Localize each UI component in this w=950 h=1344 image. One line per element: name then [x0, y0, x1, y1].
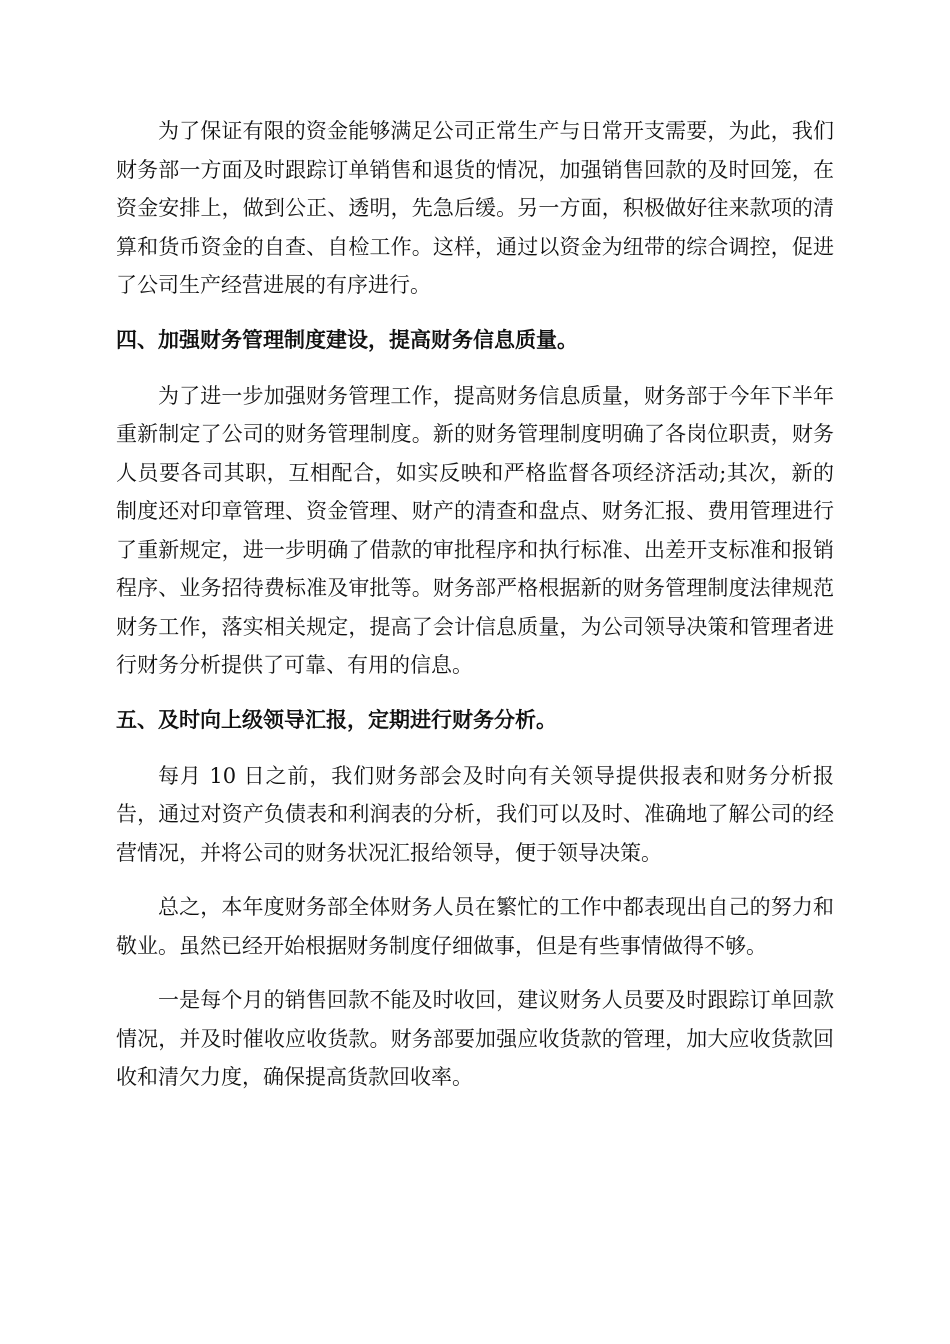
paragraph-fund-management: 为了保证有限的资金能够满足公司正常生产与日常开支需要，为此，我们财务部一方面及时跟踪订单销售和退货的情况，加强销售回款的及时回笼，在资金安排上，做到公正、透明，先急后缓。另一方面，积极做好往来款项的清算和货币资金的自查、自检工作。这样，通过以资金为纽带的综合调控，促进了公司生产经营进展的有序进行。 — [116, 119, 834, 297]
paragraph-summary: 总之，本年度财务部全体财务人员在繁忙的工作中都表现出自己的努力和敬业。虽然已经开始根据财务制度仔细做事，但是有些事情做得不够。 — [116, 895, 834, 958]
section-heading-4: 四、加强财务管理制度建设，提高财务信息质量。 — [116, 327, 578, 352]
section-heading-5: 五、及时向上级领导汇报，定期进行财务分析。 — [116, 707, 557, 732]
paragraph-receivables: 一是每个月的销售回款不能及时收回，建议财务人员要及时跟踪订单回款情况，并及时催收应收货款。财务部要加强应收货款的管理，加大应收货款回收和清欠力度，确保提高货款回收率。 — [116, 988, 834, 1089]
document-body — [116, 112, 834, 1113]
paragraph-financial-system: 为了进一步加强财务管理工作，提高财务信息质量，财务部于今年下半年重新制定了公司的财务管理制度。新的财务管理制度明确了各岗位职责，财务人员要各司其职，互相配合，如实反映和严格监督各项经济活动;其次，新的制度还对印章管理、资金管理、财产的清查和盘点、财务汇报、费用管理进行了重新规定，进一步明确了借款的审批程序和执行标准、出差开支标准和报销程序、业务招待费标准及审批等。财务部严格根据新的财务管理制度法律规范财务工作，落实相关规定，提高了会计信息质量，为公司领导决策和管理者进行财务分析提供了可靠、有用的信息。 — [116, 383, 834, 677]
paragraph-monthly-report: 每月 10 日之前，我们财务部会及时向有关领导提供报表和财务分析报告，通过对资产负债表和利润表的分析，我们可以及时、准确地了解公司的经营情况，并将公司的财务状况汇报给领导，便于领导决策。 — [116, 763, 834, 865]
